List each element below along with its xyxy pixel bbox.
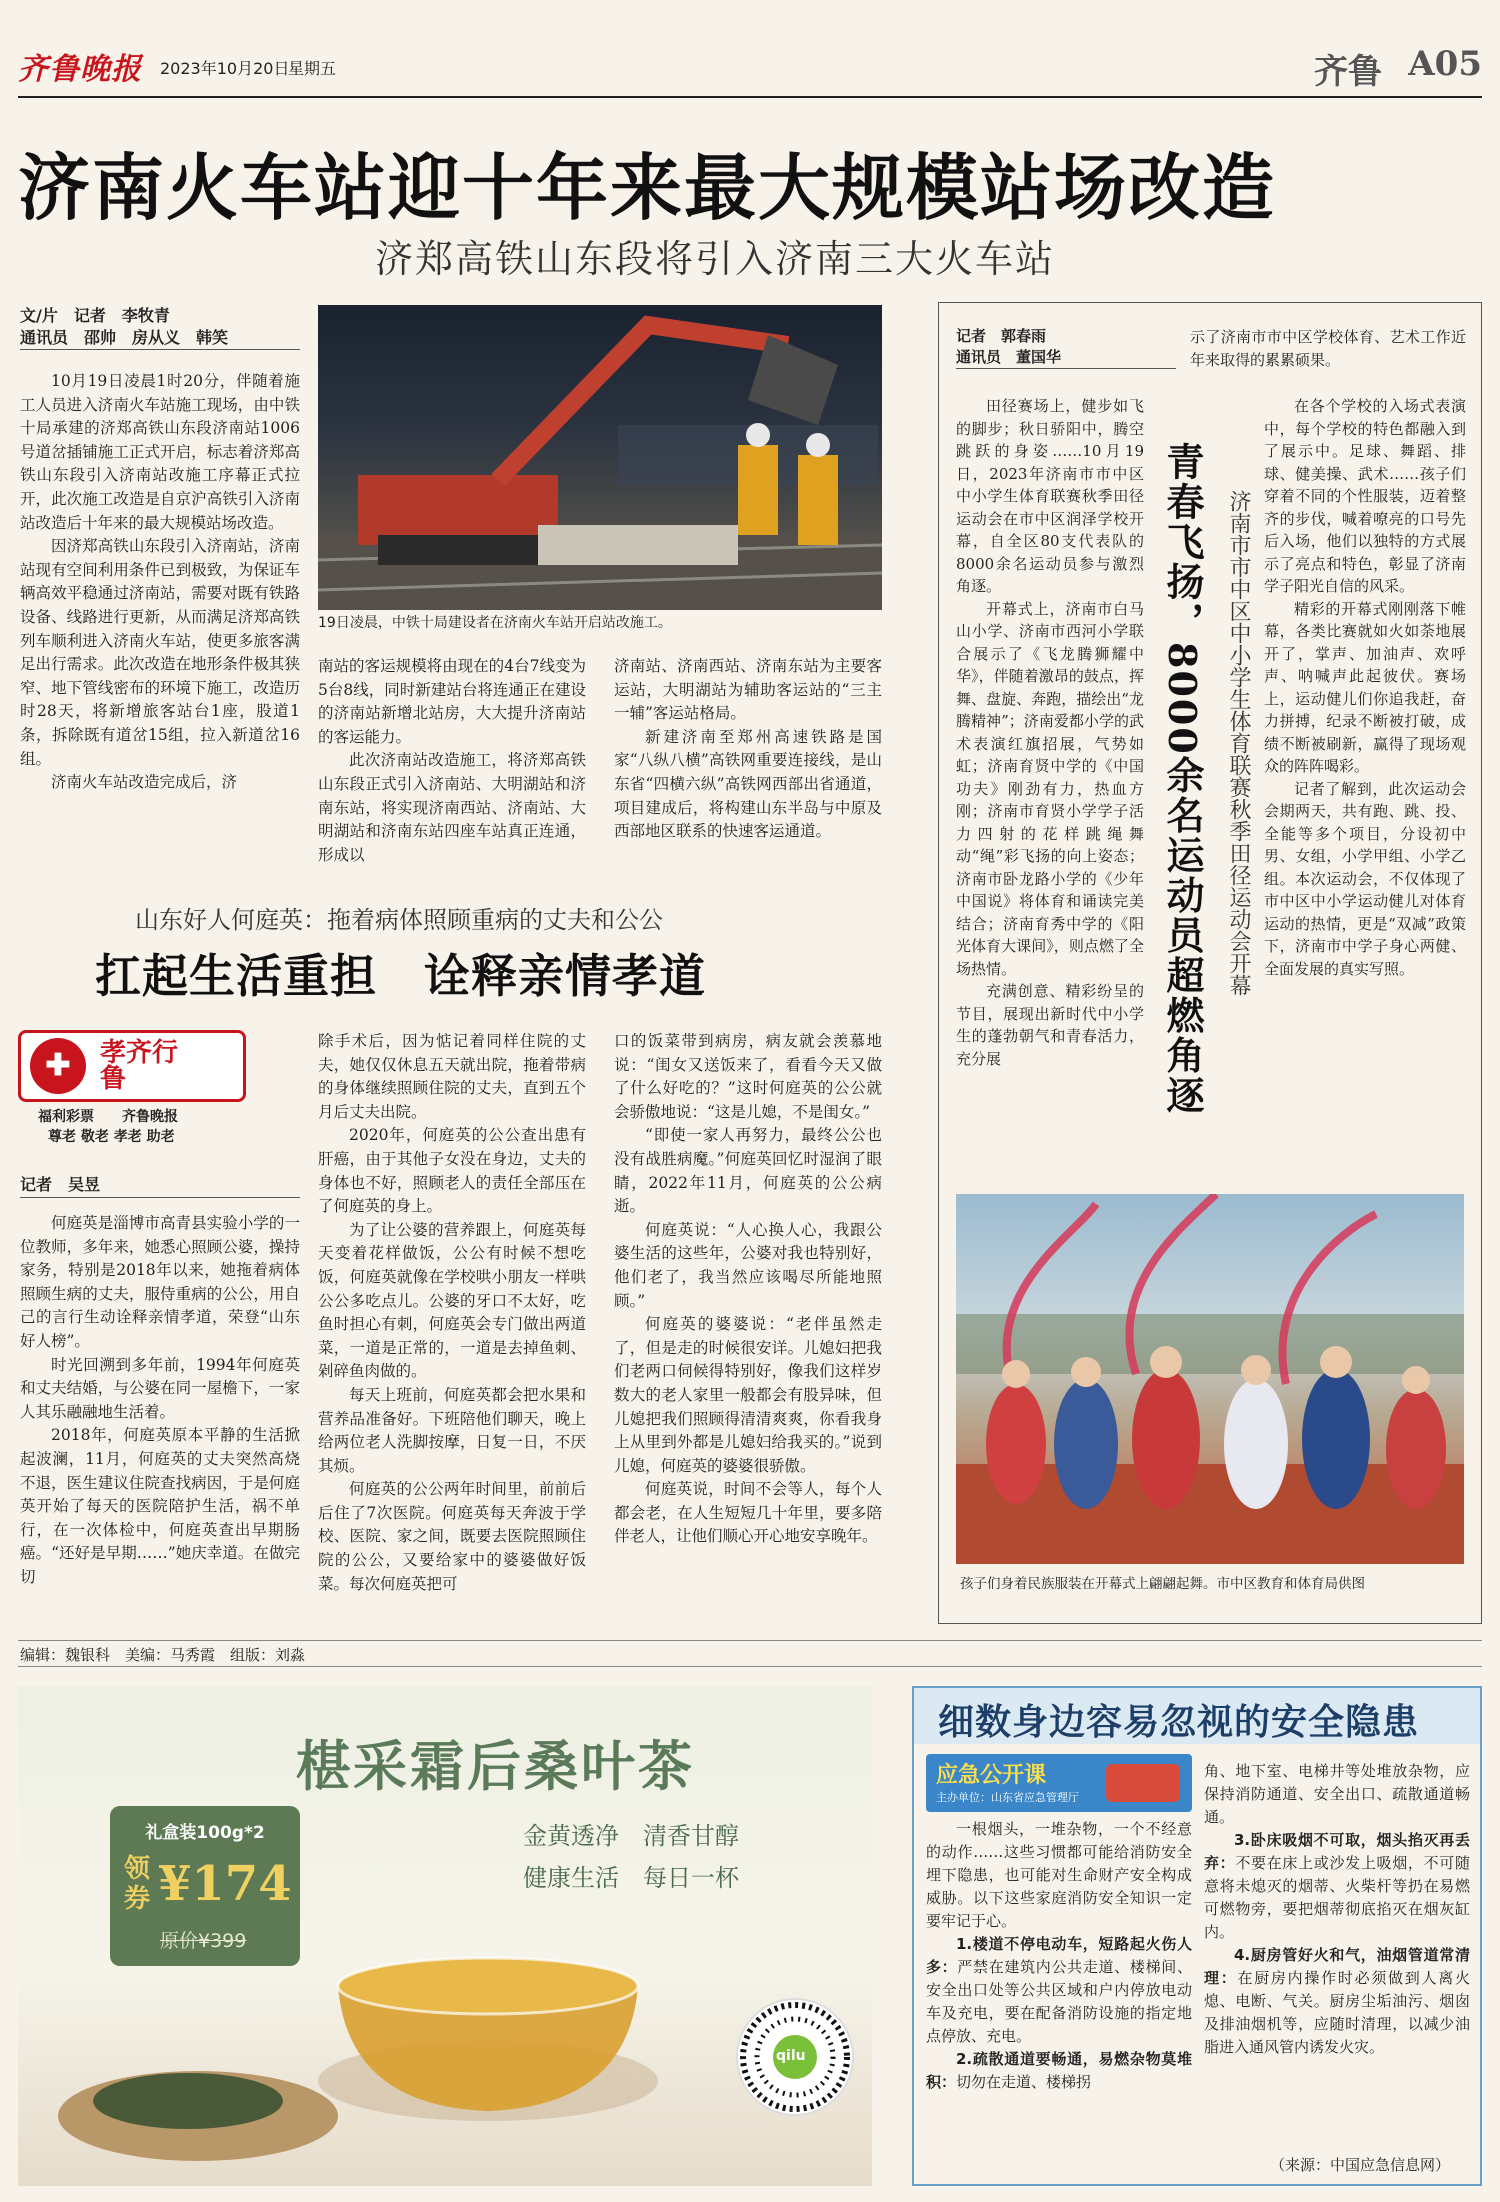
ad-title: 椹采霜后桑叶茶 (296, 1734, 695, 1798)
issue-weekday: 星期五 (288, 59, 337, 78)
lead-headline: 济南火车站迎十年来最大规模站场改造 (18, 145, 1277, 230)
lead-column-3 (614, 655, 882, 870)
paragraph: 口的饭菜带到病房，病友就会羡慕地说：“闺女又送饭来了，看看今天又做了什么好吃的？”这时何庭英的公公就会骄傲地说：“这是儿媳，不是闺女。” (614, 1032, 882, 1121)
lead-byline-reporter: 文/片 记者 李牧青 (20, 306, 170, 325)
story3-column-2-top (1190, 326, 1466, 398)
safety-column-1 (926, 1818, 1192, 2173)
dancers-scene-illustration (956, 1194, 1464, 1564)
paragraph: 2020年，何庭英的公公查出患有肝癌，由于其他子女没在身边，丈夫的身体也不好，照顾老人的责任全部压在了何庭英的身上。 (318, 1126, 586, 1216)
safety-tip-4: 4.厨房管好火和气，油烟管道常清理：在厨房内操作时必须做到人离火熄、电断、气关。厨房尘垢油污、烟囱及排油烟机等，应随时清理，以减少油脂进入通风管内诱发火灾。 (1204, 1946, 1470, 2056)
story3-byline-correspondent: 通讯员 董国华 (956, 347, 1176, 369)
paragraph: 充满创意、精彩纷呈的节目，展现出新时代中小学生的蓬勃朝气和青春活力，充分展 (956, 982, 1144, 1068)
section-name: 齐鲁 (1314, 52, 1382, 92)
paragraph: 何庭英的公公两年时间里，前前后后住了7次医院。何庭英每天奔波于学校、医院、家之间，既要去医院照顾住院的公公，又要给家中的婆婆做好饭菜。每次何庭英把可 (318, 1480, 586, 1593)
safety-tip-2: 2.疏散通道要畅通，易燃杂物莫堆积：切勿在走道、楼梯拐 (926, 2050, 1192, 2091)
paragraph: 因济郑高铁山东段引入济南站，济南站现有空间利用条件已到极致，为保证车辆高效平稳通过济南站，需要对既有铁路设备、线路进行更新，从而满足济郑高铁列车顺利进入济南火车站，使更多旅客满足出行需求。此次改造在地形条件极其狭窄、地下管线密布的环境下施工，改造历时28天，将新增旅客站台1座，股道1条，拆除既有道岔15组，拉入新道岔16组。 (20, 537, 300, 768)
paragraph: 南站的客运规模将由现在的4台7线变为5台8线，同时新建站台将连通正在建设的济南站新增北站房，大大提升济南站的客运能力。 (318, 657, 586, 746)
paragraph: 每天上班前，何庭英都会把水果和营养品准备好。下班陪他们聊天，晚上给两位老人洗脚按摩，日复一日，不厌其烦。 (318, 1385, 586, 1475)
paragraph: 为了让公婆的营养跟上，何庭英每天变着花样做饭，公公有时候不想吃饭，何庭英就像在学校哄小朋友一样哄公公多吃点儿。公婆的牙口不太好，吃鱼时担心有刺，何庭英会专门做出两道菜，一道是正常的，一道是去掉鱼刺、剁碎鱼肉做的。 (318, 1220, 586, 1381)
ad-slogan-2: 健康生活 每日一杯 (523, 1864, 739, 1892)
page-number: A05 (1408, 44, 1482, 84)
excavator-scene-illustration (318, 305, 882, 610)
story3-photo (956, 1194, 1464, 1564)
paragraph: 济南站、济南西站、济南东站为主要客运站，大明湖站为辅助客运站的“三主一辅”客运站格局。 (614, 657, 882, 723)
paragraph: 何庭英说，时间不会等人，每个人都会老，在人生短短几十年里，要多陪伴老人，让他们顺心开心地安享晚年。 (614, 1480, 882, 1546)
safety-headline: 细数身边容易忽视的安全隐患 (938, 1701, 1420, 1743)
safety-column-2 (1204, 1760, 1470, 2152)
paragraph: 何庭英是淄博市高青县实验小学的一位教师，多年来，她悉心照顾公婆，操持家务，特别是2018年以来，她拖着病体照顾生病的丈夫，服侍重病的公公，用自己的言行生动诠释亲情孝道，荣登“山东好人榜”。 (20, 1214, 300, 1350)
tea-advertisement (18, 1686, 872, 2186)
masthead (18, 44, 1482, 94)
story3-byline-reporter: 记者 郭春雨 (956, 327, 1047, 345)
lead-column-1 (20, 370, 300, 870)
safety-badge-org: 主办单位：山东省应急管理厅 (936, 1791, 1079, 1804)
lottery-logo-icon: ✚ (30, 1038, 86, 1094)
fire-truck-icon (1106, 1764, 1180, 1802)
safety-paragraph: 角、地下室、电梯井等处堆放杂物，应保持消防通道、安全出口、疏散通道畅通。 (1204, 1762, 1470, 1826)
story3-column-1 (956, 395, 1144, 1225)
paragraph: “即使一家人再努力，最终公公也没有战胜病魔。”何庭英回忆时湿润了眼睛，2022年11月，何庭英的公公病逝。 (614, 1126, 882, 1216)
lead-byline-correspondent: 通讯员 邵帅 房从义 韩笑 (20, 327, 300, 350)
story3-byline (956, 326, 1176, 369)
lead-photo (318, 305, 882, 610)
qr-label: qilu (776, 2048, 806, 2064)
badge-sponsors: 福利彩票 齐鲁晚报 (38, 1109, 178, 1125)
paragraph: 时光回溯到多年前，1994年何庭英和丈夫结婚，与公婆在同一屋檐下，一家人其乐融融地生活着。 (20, 1355, 300, 1421)
paragraph: 在各个学校的入场式表演中，每个学校的特色都融入到了展示中。足球、舞蹈、排球、健美操、武术……孩子们穿着不同的个性服装，迈着整齐的步伐，喊着嘹亮的口号先后入场，他们以独特的方式展示了亮点和特色，彰显了济南学子阳光自信的风采。 (1264, 397, 1466, 595)
masthead-rule (18, 96, 1482, 98)
original-price: 原价¥399 (160, 1930, 247, 1952)
safety-paragraph: 一根烟头，一堆杂物，一个不经意的动作……这些习惯都可能给消防安全埋下隐患，也可能对生命财产安全构成威胁。以下这些家庭消防安全知识一定要牢记于心。 (926, 1820, 1192, 1930)
story2-headline: 扛起生活重担 诠释亲情孝道 (95, 949, 706, 1003)
paragraph: 新建济南至郑州高速铁路是国家“八纵八横”高铁网重要连接线，是山东省“四横六纵”高铁网西部出省通道，项目建成后，将构建山东半岛与中原及西部地区联系的快速客运通道。 (614, 727, 882, 841)
lead-photo-caption: 19日凌晨，中铁十局建设者在济南火车站开启站改施工。 (318, 615, 672, 631)
lead-byline (20, 305, 300, 350)
story2-column-3 (614, 1030, 882, 1622)
story3-photo-caption: 孩子们身着民族服装在开幕式上翩翩起舞。市中区教育和体育局供图 (960, 1576, 1365, 1592)
paragraph: 10月19日凌晨1时20分，伴随着施工人员进入济南火车站施工现场，由中铁十局承建的济郑高铁山东段济南站1006号道岔插铺施工正式开启，标志着济郑高铁山东段引入济南站改施工序幕正式拉开，此次施工改造是自京沪高铁引入济南站改造后十年来的最大规模站场改造。 (20, 372, 300, 532)
story2-byline: 记者 吴昱 (20, 1172, 300, 1198)
safety-tip-1: 1.楼道不停电动车，短路起火伤人多：严禁在建筑内公共走道、楼梯间、安全出口处等公共区域和户内停放电动车及充电，要在配备消防设施的指定地点停放、充电。 (926, 1935, 1192, 2045)
issue-date: 2023年10月20日 (160, 59, 290, 78)
story3-column-2 (1264, 395, 1466, 1225)
badge-title: 孝齐行鲁 (100, 1038, 179, 1094)
badge-motto: 尊老 敬老 孝老 助老 (48, 1129, 175, 1145)
coupon-label: 领券 (124, 1854, 151, 1914)
footer-rule (18, 1640, 1482, 1641)
safety-badge-title: 应急公开课 (936, 1763, 1047, 1788)
paragraph: 精彩的开幕式刚刚落下帷幕，各类比赛就如火如荼地展开了，掌声、加油声、欢呼声、呐喊声此起彼伏。赛场上，运动健儿们你追我赶，奋力拼搏，纪录不断被打破，成绩不断被刷新，赢得了现场观众的阵阵喝彩。 (1264, 599, 1466, 775)
qr-code[interactable] (736, 1998, 854, 2116)
safety-badge (926, 1754, 1192, 1812)
paragraph: 何庭英的婆婆说：“老伴虽然走了，但是走的时候很安详。儿媳妇把我们老两口伺候得特别好，像我们这样岁数大的老人家里一般都会有股异味，但儿媳把我们照顾得清清爽爽，你看我身上从里到外都是儿媳妇给我买的。”说到儿媳，何庭英的婆婆很骄傲。 (614, 1315, 882, 1475)
footer-rule-bottom (18, 1666, 1482, 1667)
editors-credit: 编辑：魏银科 美编：马秀霞 组版：刘淼 (20, 1646, 306, 1664)
story2-column-2 (318, 1030, 586, 1622)
paragraph: 此次济南站改造施工，将济郑高铁山东段正式引入济南站、大明湖站和济南东站，将实现济南西站、济南站、大明湖站和济南东站四座车站真正连通，形成以 (318, 751, 586, 864)
gift-box-label: 礼盒装100g*2 (145, 1823, 265, 1843)
xiaoqi-badge (18, 1030, 246, 1145)
paragraph: 2018年，何庭英原本平静的生活掀起波澜，11月，何庭英的丈夫突然高烧不退，医生建议住院查找病因，于是何庭英开始了每天的医院陪护生活，祸不单行，在一次体检中，何庭英查出早期肠癌。“还好是早期……”她庆幸道。在做完切 (20, 1426, 300, 1586)
paragraph: 济南火车站改造完成后，济 (51, 773, 238, 792)
paragraph: 记者了解到，此次运动会会期两天，共有跑、跳、投、全能等多个项目，分设初中男、女组，小学甲组、小学乙组。本次运动会，不仅体现了市中区中小学运动健儿对体育运动的热情，更是“双减”政策下，济南市中学子身心两健、全面发展的真实写照。 (1264, 779, 1466, 978)
story3-subhead: 济南市市中区中小学生体育联赛秋季田径运动会开幕 (1226, 490, 1251, 996)
lead-column-2 (318, 655, 586, 870)
newspaper-logo: 齐鲁晚报 (18, 52, 142, 87)
paragraph: 田径赛场上，健步如飞的脚步；秋日骄阳中，腾空跳跃的身姿……10月19日，2023年济南市市中区中小学生体育联赛秋季田径运动会在市中区润泽学校开幕，自全区80支代表队的8000余名运动员参与激烈角逐。 (956, 397, 1144, 595)
paragraph: 除手术后，因为惦记着同样住院的丈夫，她仅仅休息五天就出院，拖着带病的身体继续照顾住院的丈夫，直到五个月后丈夫出院。 (318, 1032, 586, 1121)
paragraph: 何庭英说：“人心换人心，我跟公婆生活的这些年，公婆对我也特别好，他们老了，我当然应该喝尽所能地照顾。” (614, 1220, 882, 1310)
ad-slogan-1: 金黄透净 清香甘醇 (523, 1822, 739, 1850)
safety-tip-3: 3.卧床吸烟不可取，烟头掐灭再丢弃：不要在床上或沙发上吸烟，不可随意将未熄灭的烟蒂、火柴杆等扔在易燃可燃物旁，要把烟蒂彻底掐灭在烟灰缸内。 (1204, 1831, 1470, 1941)
safety-source: （来源：中国应急信息网） (1270, 2156, 1451, 2174)
paragraph: 示了济南市市中区学校体育、艺术工作近年来取得的累累硕果。 (1190, 328, 1466, 369)
story3-headline: 青春飞扬，8000余名运动员超燃角逐 (1160, 442, 1205, 1116)
story2-column-1 (20, 1212, 300, 1622)
paragraph: 开幕式上，济南市白马山小学、济南市西河小学联合展示了《飞龙腾狮耀中华》，伴随着激昂的鼓点，挥舞、盘旋、奔跑，描绘出“龙腾精神”；济南爱都小学的武术表演红旗招展，气势如虹；济南育贤中学的《中国功夫》刚劲有力，热血方刚；济南市育贤小学学子活力四射的花样跳绳舞动“绳”彩飞扬的向上姿态；济南市卧龙路小学的《少年中国说》将体育和诵读完美结合；济南育秀中学的《阳光体育大课间》，则点燃了全场热情。 (956, 599, 1144, 978)
lead-subhead: 济郑高铁山东段将引入济南三大火车站 (375, 237, 1056, 281)
sale-price: ¥174 (158, 1856, 292, 1912)
story2-kicker: 山东好人何庭英：拖着病体照顾重病的丈夫和公公 (135, 906, 663, 934)
